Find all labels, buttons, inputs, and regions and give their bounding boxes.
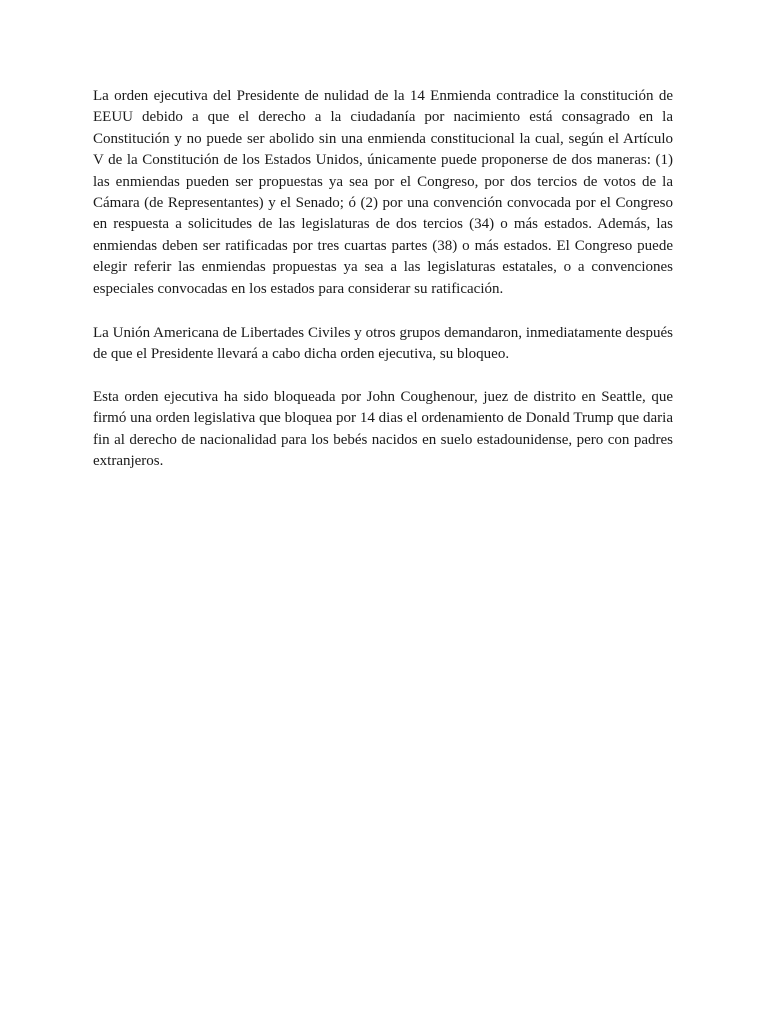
paragraph-court-block: Esta orden ejecutiva ha sido bloqueada por John Coughenour, juez de distrito en Seattle, que firmó una orden legislativa que bloquea por 14 dias el ordenamiento de Donald Trump que daria fin al derecho de nacionalidad para los bebés nacidos en suelo estadounidense, pero con padres extranjeros.	[93, 388, 673, 470]
paragraph-constitutional-amendment: La orden ejecutiva del Presidente de nulidad de la 14 Enmienda contradice la constitución de EEUU debido a que el derecho a la ciudadanía por nacimiento está consagrado en la Constitución y no puede ser abolido sin una enmienda constitucional la cual, según el Artículo V de la Constitución de los Estados Unidos, únicamente puede proponerse de dos maneras: (1) las enmiendas pueden ser propuestas ya sea por el Congreso, por dos tercios de votos de la Cámara (de Representantes) y el Senado; ó (2) por una convención convocada por el Congreso en respuesta a solicitudes de las legislaturas de dos tercios (34) o más estados. Además, las enmiendas deben ser ratificadas por tres cuartas partes (38) o más estados. El Congreso puede elegir referir las enmiendas propuestas ya sea a las legislaturas estatales, o a convenciones especiales convocadas en los estados para considerar su ratificación.	[93, 88, 673, 297]
paragraph-aclu-lawsuit: La Unión Americana de Libertades Civiles y otros grupos demandaron, inmediatamente después de que el Presidente llevará a cabo dicha orden ejecutiva, su bloqueo.	[93, 325, 673, 363]
document-body	[93, 86, 673, 473]
